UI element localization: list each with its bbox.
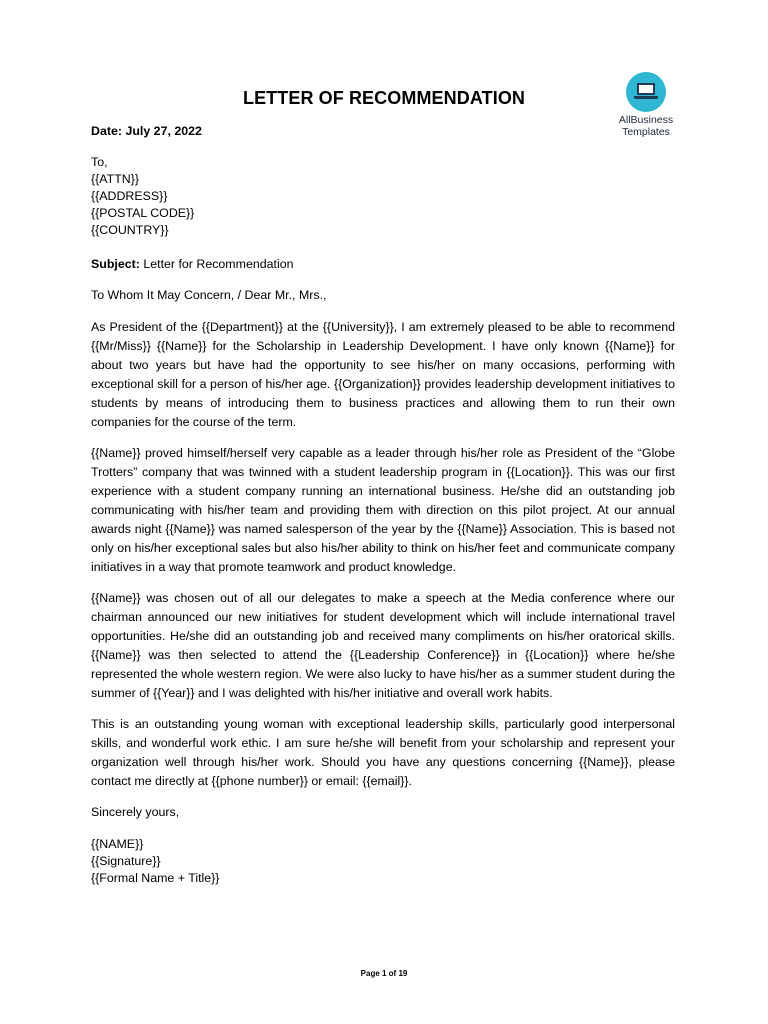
paragraph-3: {{Name}} was chosen out of all our delegates to make a speech at the Media conference where our chairman announced our new initiatives for student development which will include international travel opportunities. He/she did an outstanding job and received many compliments on his/her oratorical skills. {{Name}} was then selected to attend the {{Leadership Conference}} in {{Location}} where he/she represented the whole western region. We were also lucky to have his/her as a summer student during the summer of {{Year}} and I was delighted with his/her initiative and overall work habits. — [91, 591, 675, 700]
address-attn: {{ATTN}} — [91, 172, 139, 186]
paragraph-2: {{Name}} proved himself/herself very capable as a leader through his/her role as President of the “Globe Trotters” company that was twinned with a student leadership program in {{Location}}. This was our first experience with a student company running an international business. He/she did an outstanding job communicating with his/her team and providing them with direction on this pilot project. At our annual awards night {{Name}} was named salesperson of the year by the {{Name}} Association. This is based not only on his/her exceptional sales but also his/her ability to think on his/her feet and communicate company initiatives in a way that promote teamwork and product knowledge. — [91, 446, 675, 574]
address-postal: {{POSTAL CODE}} — [91, 206, 195, 220]
page-footer: Page 1 of 19 — [360, 969, 408, 978]
document-title: LETTER OF RECOMMENDATION — [242, 88, 526, 108]
letter-body — [91, 122, 675, 887]
logo-line-1: AllBusiness — [618, 114, 674, 126]
signature-formal: {{Formal Name + Title}} — [91, 871, 220, 885]
paragraph-4: This is an outstanding young woman with exceptional leadership skills, particularly good interpersonal skills, and wonderful work ethic. I am sure he/she will benefit from your scholarship and represent your organization well through his/her work. Should you have any questions concerning {{Name}}, please contact me directly at {{phone number}} or email: {{email}}. — [91, 717, 675, 788]
signature-name: {{NAME}} — [91, 837, 144, 851]
date-label: Date: — [91, 124, 122, 138]
greeting: To Whom It May Concern, / Dear Mr., Mrs., — [91, 288, 327, 302]
closing: Sincerely yours, — [91, 805, 180, 819]
signature-block — [91, 836, 675, 887]
address-country: {{COUNTRY}} — [91, 223, 169, 237]
address-street: {{ADDRESS}} — [91, 189, 168, 203]
subject-line — [91, 255, 675, 274]
paragraph-1: As President of the {{Department}} at the {{University}}, I am extremely pleased to be able to recommend {{Mr/Miss}} {{Name}} for the Scholarship in Leadership Development. I have only known {{Name}} for about two years but have had the opportunity to see his/her on many occasions, performing with exceptional skill for a person of his/her age. {{Organization}} provides leadership development initiatives to students by means of introducing them to business practices and allowing them to run their own companies for the course of the term. — [91, 320, 675, 429]
address-block — [91, 154, 675, 239]
address-to: To, — [91, 155, 108, 169]
subject-label: Subject: — [91, 257, 140, 271]
logo-line-2: Templates — [622, 126, 670, 138]
date-value: July 27, 2022 — [125, 124, 202, 138]
subject-value: Letter for Recommendation — [143, 257, 294, 271]
date-line — [91, 122, 675, 141]
signature-line: {{Signature}} — [91, 854, 161, 868]
